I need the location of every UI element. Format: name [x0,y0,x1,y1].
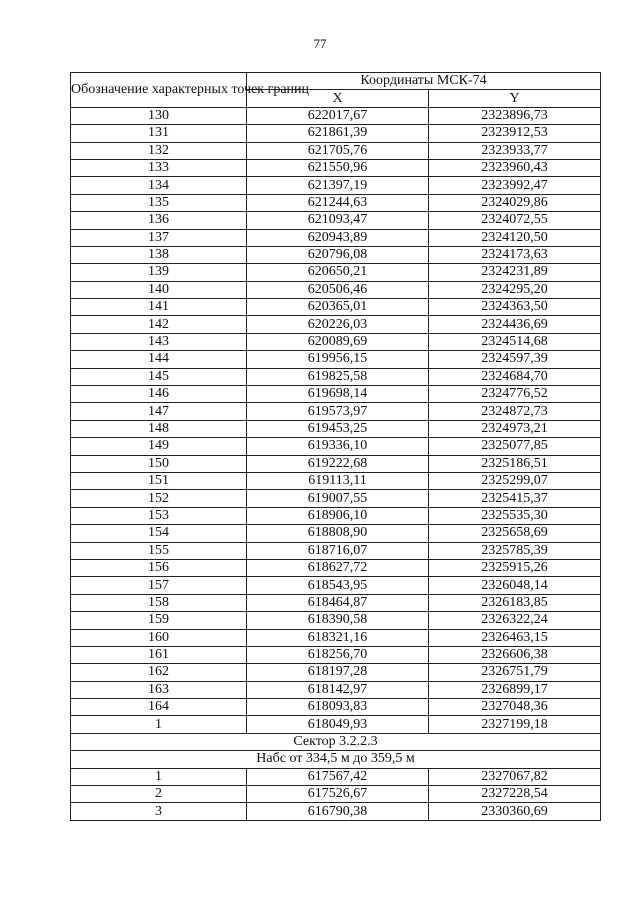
y-cell: 2325186,51 [429,455,601,472]
table-row [71,316,601,333]
x-cell: 619698,14 [247,386,429,403]
x-cell: 618049,93 [247,716,429,733]
table-row [71,125,601,142]
table-row [71,507,601,524]
y-cell: 2327228,54 [429,786,601,803]
table-row [71,229,601,246]
x-cell: 618808,90 [247,525,429,542]
y-cell: 2324363,50 [429,299,601,316]
x-cell: 618716,07 [247,542,429,559]
x-cell: 619956,15 [247,351,429,368]
y-cell: 2326322,24 [429,612,601,629]
table-row [71,629,601,646]
point-cell: 151 [71,472,247,489]
table-row [71,455,601,472]
point-cell: 133 [71,159,247,176]
table-row [71,559,601,576]
x-cell: 620089,69 [247,333,429,350]
table-row [71,212,601,229]
point-cell: 138 [71,246,247,263]
x-cell: 617526,67 [247,786,429,803]
point-cell: 159 [71,612,247,629]
y-cell: 2324514,68 [429,333,601,350]
table-row [71,333,601,350]
point-cell: 161 [71,646,247,663]
y-cell: 2327199,18 [429,716,601,733]
y-cell: 2326751,79 [429,664,601,681]
y-cell: 2324436,69 [429,316,601,333]
x-cell: 620226,03 [247,316,429,333]
y-cell: 2324295,20 [429,281,601,298]
rows-group-a [71,107,601,733]
table-row [71,299,601,316]
table-row [71,577,601,594]
y-cell: 2324231,89 [429,264,601,281]
point-cell: 158 [71,594,247,611]
x-cell: 621550,96 [247,159,429,176]
y-cell: 2330360,69 [429,803,601,820]
point-cell: 155 [71,542,247,559]
x-cell: 619336,10 [247,438,429,455]
table-row [71,438,601,455]
y-cell: 2323933,77 [429,142,601,159]
x-cell: 620796,08 [247,246,429,263]
x-cell: 618390,58 [247,612,429,629]
x-column-header: X [247,90,429,107]
point-cell: 156 [71,559,247,576]
table-row [71,542,601,559]
point-cell: 146 [71,386,247,403]
x-cell: 621093,47 [247,212,429,229]
point-cell: 145 [71,368,247,385]
table-row [71,264,601,281]
y-cell: 2324173,63 [429,246,601,263]
table-row [71,368,601,385]
point-cell: 157 [71,577,247,594]
coordinates-table [70,72,601,821]
y-cell: 2324684,70 [429,368,601,385]
x-cell: 618906,10 [247,507,429,524]
y-cell: 2327048,36 [429,699,601,716]
x-cell: 619573,97 [247,403,429,420]
point-cell: 163 [71,681,247,698]
table-row [71,490,601,507]
x-cell: 617567,42 [247,768,429,785]
point-cell: 134 [71,177,247,194]
point-cell: 154 [71,525,247,542]
point-cell: 140 [71,281,247,298]
point-cell: 160 [71,629,247,646]
point-cell: 153 [71,507,247,524]
range-row [71,751,601,768]
point-cell: 142 [71,316,247,333]
table-row [71,646,601,663]
sector-label: Сектор 3.2.2.3 [71,733,601,750]
x-cell: 620365,01 [247,299,429,316]
y-cell: 2323896,73 [429,107,601,124]
y-cell: 2324120,50 [429,229,601,246]
y-cell: 2325535,30 [429,507,601,524]
table-row [71,525,601,542]
x-cell: 618464,87 [247,594,429,611]
x-cell: 619453,25 [247,420,429,437]
point-cell: 144 [71,351,247,368]
point-cell: 1 [71,768,247,785]
x-cell: 618321,16 [247,629,429,646]
table-row [71,612,601,629]
x-cell: 616790,38 [247,803,429,820]
y-cell: 2324597,39 [429,351,601,368]
y-cell: 2324776,52 [429,386,601,403]
y-cell: 2325077,85 [429,438,601,455]
point-cell: 135 [71,194,247,211]
x-cell: 618093,83 [247,699,429,716]
y-cell: 2326048,14 [429,577,601,594]
point-cell: 137 [71,229,247,246]
point-cell: 131 [71,125,247,142]
y-cell: 2325785,39 [429,542,601,559]
table-row [71,386,601,403]
table-row [71,681,601,698]
table-row [71,594,601,611]
y-cell: 2324029,86 [429,194,601,211]
x-cell: 621861,39 [247,125,429,142]
table-row [71,472,601,489]
y-cell: 2323992,47 [429,177,601,194]
x-cell: 618256,70 [247,646,429,663]
y-cell: 2324872,73 [429,403,601,420]
rows-group-b [71,768,601,820]
x-cell: 619222,68 [247,455,429,472]
point-cell: 152 [71,490,247,507]
x-cell: 622017,67 [247,107,429,124]
range-label: Набс от 334,5 м до 359,5 м [71,751,601,768]
point-cell: 143 [71,333,247,350]
table-row [71,142,601,159]
table-row [71,194,601,211]
y-cell: 2323912,53 [429,125,601,142]
x-cell: 620506,46 [247,281,429,298]
x-cell: 618142,97 [247,681,429,698]
sector-row [71,733,601,750]
point-cell: 3 [71,803,247,820]
x-cell: 619113,11 [247,472,429,489]
table-row [71,716,601,733]
table-row [71,107,601,124]
y-cell: 2326899,17 [429,681,601,698]
point-cell: 162 [71,664,247,681]
point-cell: 164 [71,699,247,716]
y-cell: 2325415,37 [429,490,601,507]
table-row [71,786,601,803]
point-cell: 1 [71,716,247,733]
point-column-header: Обозначение характерных точек границ [71,73,247,108]
table-row [71,281,601,298]
table-row [71,420,601,437]
point-cell: 149 [71,438,247,455]
x-cell: 621705,76 [247,142,429,159]
x-cell: 620943,89 [247,229,429,246]
page-number: 77 [313,36,327,51]
point-cell: 130 [71,107,247,124]
y-cell: 2325299,07 [429,472,601,489]
y-column-header: Y [429,90,601,107]
x-cell: 619825,58 [247,368,429,385]
x-cell: 621244,63 [247,194,429,211]
x-cell: 619007,55 [247,490,429,507]
y-cell: 2325915,26 [429,559,601,576]
y-cell: 2324973,21 [429,420,601,437]
x-cell: 620650,21 [247,264,429,281]
table-row [71,803,601,820]
x-cell: 618197,28 [247,664,429,681]
y-cell: 2323960,43 [429,159,601,176]
point-cell: 132 [71,142,247,159]
point-cell: 2 [71,786,247,803]
y-cell: 2326606,38 [429,646,601,663]
y-cell: 2326183,85 [429,594,601,611]
y-cell: 2326463,15 [429,629,601,646]
table-row [71,403,601,420]
y-cell: 2325658,69 [429,525,601,542]
point-cell: 139 [71,264,247,281]
x-cell: 618543,95 [247,577,429,594]
table-row [71,177,601,194]
point-cell: 141 [71,299,247,316]
point-cell: 147 [71,403,247,420]
table-row [71,664,601,681]
x-cell: 618627,72 [247,559,429,576]
table-row [71,768,601,785]
table-row [71,159,601,176]
coordinate-system-header: Координаты МСК-74 [247,73,601,90]
point-cell: 148 [71,420,247,437]
x-cell: 621397,19 [247,177,429,194]
point-cell: 136 [71,212,247,229]
point-cell: 150 [71,455,247,472]
y-cell: 2324072,55 [429,212,601,229]
y-cell: 2327067,82 [429,768,601,785]
table-row [71,699,601,716]
table-row [71,246,601,263]
table-row [71,351,601,368]
